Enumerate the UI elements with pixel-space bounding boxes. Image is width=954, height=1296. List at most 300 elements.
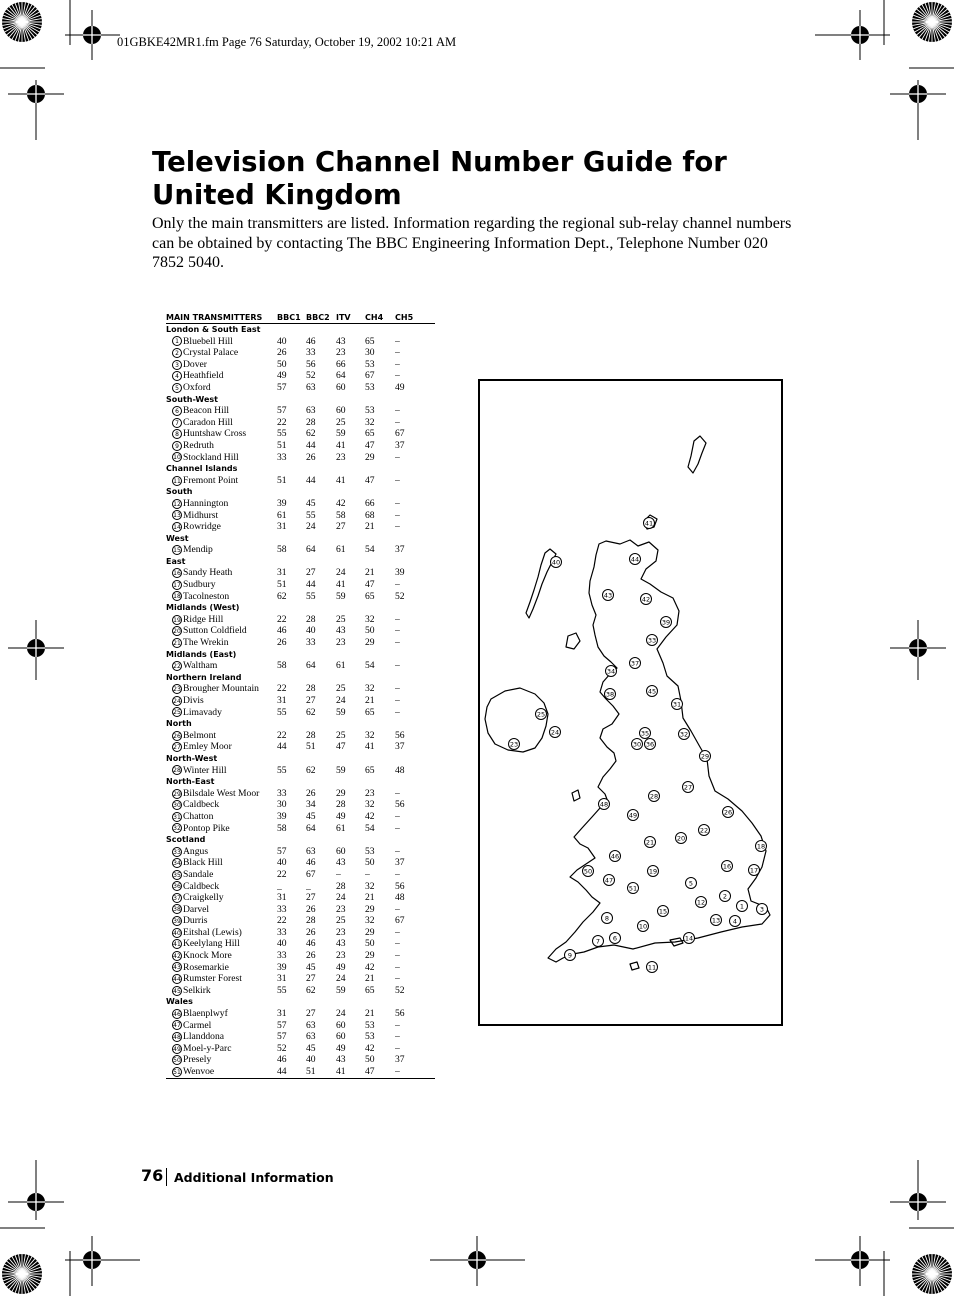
- channel-bbc2-cell: 51: [306, 1066, 336, 1078]
- transmitter-cell: [166, 765, 277, 777]
- map-marker-label: 46: [610, 852, 620, 861]
- header-bbc2: BBC2: [306, 311, 336, 324]
- region-heading: North-West: [166, 753, 218, 763]
- channel-itv-cell: 28: [336, 799, 346, 811]
- channel-bbc1-cell: 22: [277, 683, 287, 695]
- footer-divider: [166, 1168, 167, 1186]
- channel-ch4-cell: 21: [365, 567, 375, 579]
- map-marker: [749, 865, 760, 876]
- channel-bbc2-cell: 27: [306, 973, 316, 985]
- transmitter-name: Moel-y-Parc: [183, 1042, 232, 1054]
- transmitter-name: Tacolneston: [183, 590, 230, 602]
- map-marker-label: 47: [604, 876, 614, 885]
- table-row: [166, 857, 435, 869]
- channel-ch4-cell: 53: [365, 845, 375, 857]
- map-marker-label: 17: [749, 866, 759, 875]
- region-row: [166, 602, 435, 614]
- transmitter-name: Chatton: [183, 810, 214, 822]
- map-marker-label: 20: [676, 834, 686, 843]
- channel-itv-cell: 27: [336, 521, 346, 533]
- channel-bbc1-cell: 33: [277, 903, 287, 915]
- channel-ch4-cell: 42: [365, 810, 375, 822]
- transmitter-name: Divis: [183, 695, 204, 706]
- table-row: [166, 452, 435, 464]
- transmitter-number-badge: 15: [173, 547, 181, 555]
- channel-ch5-cell: –: [395, 787, 400, 799]
- table-row: [166, 579, 435, 591]
- map-marker: [696, 897, 707, 908]
- transmitter-cell: [166, 625, 277, 637]
- transmitter-cell: [166, 799, 277, 811]
- transmitter-name: Selkirk: [183, 984, 211, 996]
- transmitter-cell: [166, 614, 277, 626]
- map-marker: [603, 590, 614, 601]
- map-marker: [683, 782, 694, 793]
- transmitter-cell: [166, 428, 277, 440]
- transmitter-name: Rowridge: [183, 521, 221, 533]
- map-marker-label: 24: [550, 728, 560, 737]
- map-marker: [711, 915, 722, 926]
- map-marker-label: 37: [630, 659, 640, 668]
- table-row: [166, 591, 435, 603]
- map-marker: [632, 739, 643, 750]
- transmitter-number-badge: 2: [172, 348, 182, 358]
- channel-ch5-cell: –: [395, 695, 400, 706]
- channel-itv-cell: 24: [336, 892, 346, 904]
- transmitter-number-badge: 10: [173, 454, 181, 462]
- channel-bbc1-cell: 31: [277, 567, 287, 579]
- channel-itv-cell: 59: [336, 706, 346, 718]
- transmitter-number-badge: 8: [172, 429, 182, 439]
- channel-ch4-cell: 68: [365, 509, 375, 521]
- map-marker-label: 2: [722, 892, 728, 901]
- channel-ch4-cell: 65: [365, 706, 375, 718]
- channel-bbc1-cell: 31: [277, 695, 287, 706]
- map-marker: [730, 916, 741, 927]
- channel-bbc2-cell: 34: [306, 799, 316, 811]
- header-itv: ITV: [336, 311, 365, 324]
- transmitter-number-badge: 6: [172, 406, 182, 416]
- transmitter-name: Durris: [183, 915, 208, 927]
- region-heading: London & South East: [166, 325, 261, 334]
- channel-ch5-cell: –: [395, 347, 400, 359]
- channel-ch5-cell: –: [395, 451, 400, 463]
- map-marker-label: 45: [647, 687, 657, 696]
- transmitter-number-badge: 49: [173, 1045, 181, 1053]
- transmitter-cell: [166, 475, 277, 487]
- table-row: [166, 927, 435, 939]
- transmitter-number-badge: 1: [172, 336, 182, 346]
- transmitter-name: Caradon Hill: [183, 416, 233, 428]
- transmitter-cell: [166, 904, 277, 916]
- channel-ch4-cell: 53: [365, 1031, 375, 1043]
- channel-bbc2-cell: 64: [306, 544, 316, 556]
- transmitter-number-badge: 14: [173, 523, 181, 531]
- table-row: [166, 823, 435, 835]
- channel-ch4-cell: 29: [365, 903, 375, 915]
- transmitter-number-badge: 31: [173, 813, 181, 821]
- channel-bbc1-cell: 50: [277, 358, 287, 370]
- channel-ch4-cell: 50: [365, 857, 375, 869]
- transmitter-cell: [166, 962, 277, 974]
- map-marker-label: 41: [644, 519, 654, 528]
- channel-ch5-cell: –: [395, 938, 400, 950]
- map-marker: [647, 962, 658, 973]
- transmitter-name: Stockland Hill: [183, 451, 239, 463]
- transmitter-name: Black Hill: [183, 857, 223, 869]
- channel-ch5-cell: –: [395, 370, 400, 382]
- transmitter-name: Brougher Mountain: [183, 683, 259, 695]
- transmitter-cell: [166, 521, 277, 533]
- channel-ch4-cell: 66: [365, 497, 375, 509]
- transmitter-name: Bilsdale West Moor: [183, 787, 260, 799]
- transmitter-number-badge: 40: [173, 929, 181, 937]
- transmitter-name: Wenvoe: [183, 1066, 215, 1077]
- transmitter-name: Emley Moor: [183, 741, 232, 753]
- transmitter-cell: [166, 1043, 277, 1055]
- channel-itv-cell: 23: [336, 926, 346, 938]
- channel-bbc1-cell: 39: [277, 810, 287, 822]
- transmitter-name: Sandy Heath: [183, 567, 233, 579]
- table-row: [166, 1031, 435, 1043]
- channel-itv-cell: 25: [336, 683, 346, 695]
- channel-bbc1-cell: 58: [277, 822, 287, 834]
- channel-bbc2-cell: 67: [306, 868, 316, 880]
- channel-itv-cell: 49: [336, 961, 346, 973]
- channel-bbc1-cell: 31: [277, 892, 287, 904]
- transmitter-number-badge: 21: [173, 639, 181, 647]
- starburst-mark: [2, 2, 42, 42]
- channel-bbc2-cell: 56: [306, 358, 316, 370]
- map-marker: [648, 866, 659, 877]
- channel-ch5-cell: –: [395, 660, 400, 672]
- map-marker-label: 40: [551, 558, 561, 567]
- starburst-mark: [2, 1254, 42, 1294]
- transmitter-cell: [166, 417, 277, 429]
- region-heading: Channel Islands: [166, 464, 238, 474]
- channel-bbc2-cell: 26: [306, 926, 316, 938]
- map-marker: [565, 950, 576, 961]
- channel-ch4-cell: 54: [365, 544, 375, 556]
- region-row: [166, 672, 435, 684]
- header-main-transmitters: MAIN TRANSMITTERS: [166, 311, 277, 324]
- map-marker: [699, 825, 710, 836]
- map-marker-label: 42: [641, 595, 651, 604]
- transmitter-cell: [166, 1066, 277, 1078]
- transmitter-name: Keelylang Hill: [183, 938, 240, 950]
- map-marker-label: 9: [567, 951, 573, 960]
- region-heading: Midlands (East): [166, 649, 237, 659]
- transmitter-name: Carmel: [183, 1019, 212, 1031]
- transmitter-cell: [166, 1031, 277, 1043]
- channel-ch4-cell: 53: [365, 405, 375, 417]
- table-row: [166, 544, 435, 556]
- transmitter-name: Hannington: [183, 497, 229, 509]
- channel-bbc2-cell: 33: [306, 347, 316, 359]
- channel-ch5-cell: 67: [395, 428, 405, 440]
- map-marker: [640, 728, 651, 739]
- channel-itv-cell: 59: [336, 984, 346, 996]
- map-marker: [593, 936, 604, 947]
- channel-ch4-cell: 54: [365, 822, 375, 834]
- channel-ch5-cell: –: [395, 706, 400, 718]
- channel-ch4-cell: 67: [365, 370, 375, 382]
- transmitter-cell: [166, 811, 277, 823]
- table-row: [166, 1066, 435, 1078]
- channel-bbc2-cell: 45: [306, 1042, 316, 1054]
- region-row: [166, 776, 435, 788]
- channel-bbc1-cell: 49: [277, 370, 287, 382]
- channel-ch5-cell: –: [395, 625, 400, 637]
- channel-itv-cell: 23: [336, 903, 346, 915]
- channel-ch5-cell: –: [395, 497, 400, 509]
- channel-itv-cell: 24: [336, 567, 346, 579]
- channel-ch5-cell: –: [395, 950, 400, 962]
- table-row: [166, 370, 435, 382]
- table-row: [166, 475, 435, 487]
- table-row: [166, 985, 435, 997]
- channel-bbc1-cell: 40: [277, 857, 287, 869]
- channel-bbc2-cell: 45: [306, 961, 316, 973]
- transmitter-number-badge: 43: [173, 964, 181, 972]
- channel-bbc1-cell: 33: [277, 950, 287, 962]
- channel-ch4-cell: 21: [365, 695, 375, 706]
- region-row: [166, 718, 435, 730]
- transmitter-cell: [166, 683, 277, 695]
- channel-bbc2-cell: 63: [306, 845, 316, 857]
- channel-bbc1-cell: 52: [277, 1042, 287, 1054]
- channel-ch5-cell: –: [395, 521, 400, 533]
- channel-ch5-cell: 48: [395, 764, 405, 776]
- region-heading: Wales: [166, 997, 193, 1007]
- map-marker: [602, 913, 613, 924]
- channel-ch5-cell: –: [395, 1031, 400, 1043]
- channel-ch4-cell: 32: [365, 799, 375, 811]
- channel-bbc1-cell: 46: [277, 1054, 287, 1066]
- channel-ch4-cell: 65: [365, 335, 375, 347]
- transmitter-cell: [166, 660, 277, 672]
- channel-bbc1-cell: 46: [277, 625, 287, 637]
- table-row: [166, 428, 435, 440]
- channel-bbc2-cell: 26: [306, 903, 316, 915]
- transmitter-cell: [166, 452, 277, 464]
- transmitter-name: Llanddona: [183, 1031, 225, 1043]
- transmitter-name: Rumster Forest: [183, 973, 242, 985]
- channel-ch5-cell: 37: [395, 857, 405, 869]
- channel-itv-cell: 59: [336, 428, 346, 440]
- channel-ch5-cell: –: [395, 822, 400, 834]
- channel-bbc1-cell: 58: [277, 660, 287, 672]
- channel-bbc2-cell: 63: [306, 1031, 316, 1043]
- transmitter-cell: [166, 857, 277, 869]
- channel-itv-cell: 60: [336, 381, 346, 393]
- channel-bbc1-cell: 57: [277, 1019, 287, 1031]
- map-marker: [536, 709, 547, 720]
- transmitter-name: Blaenplwyf: [183, 1008, 228, 1020]
- transmitter-name: Craigkelly: [183, 892, 224, 904]
- table-row: [166, 510, 435, 522]
- channel-itv-cell: 61: [336, 544, 346, 556]
- map-marker-label: 27: [683, 783, 693, 792]
- map-marker-label: 7: [595, 937, 601, 946]
- channel-itv-cell: 60: [336, 845, 346, 857]
- transmitter-number-badge: 19: [173, 616, 181, 624]
- channel-bbc1-cell: 26: [277, 347, 287, 359]
- transmitter-name: Beacon Hill: [183, 405, 230, 417]
- transmitter-number-badge: 33: [173, 848, 181, 856]
- transmitter-name: Presely: [183, 1054, 212, 1066]
- map-marker: [700, 751, 711, 762]
- transmitter-number-badge: 5: [172, 383, 182, 393]
- transmitter-cell: [166, 695, 277, 707]
- channel-bbc1-cell: 31: [277, 1008, 287, 1020]
- map-marker: [550, 727, 561, 738]
- transmitter-number-badge: 42: [173, 952, 181, 960]
- table-header-row: [166, 311, 435, 324]
- channel-bbc1-cell: 31: [277, 521, 287, 533]
- print-header: 01GBKE42MR1.fm Page 76 Saturday, October 19, 2002 10:21 AM: [117, 35, 457, 49]
- map-marker-label: 3: [759, 905, 765, 914]
- channel-itv-cell: 24: [336, 973, 346, 985]
- channel-bbc2-cell: 62: [306, 706, 316, 718]
- jersey-outline: [630, 962, 639, 970]
- channel-bbc2-cell: 64: [306, 660, 316, 672]
- map-marker-label: 33: [647, 636, 657, 645]
- channel-ch5-cell: –: [395, 868, 400, 880]
- map-marker-label: 6: [612, 934, 618, 943]
- map-marker: [610, 851, 621, 862]
- region-heading: Northern Ireland: [166, 672, 242, 682]
- channel-ch4-cell: 42: [365, 1042, 375, 1054]
- map-marker-label: 16: [722, 862, 732, 871]
- map-marker-label: 18: [756, 842, 766, 851]
- uk-transmitter-map: [478, 379, 783, 1026]
- map-marker-label: 50: [583, 867, 593, 876]
- transmitter-number-badge: 29: [173, 790, 181, 798]
- transmitter-cell: [166, 985, 277, 997]
- channel-bbc1-cell: 62: [277, 590, 287, 602]
- map-marker: [628, 883, 639, 894]
- channel-itv-cell: 60: [336, 1019, 346, 1031]
- table-row: [166, 892, 435, 904]
- channel-bbc2-cell: 63: [306, 381, 316, 393]
- channel-bbc1-cell: 22: [277, 915, 287, 927]
- channel-itv-cell: 23: [336, 637, 346, 649]
- transmitter-number-badge: 46: [173, 1010, 181, 1018]
- channel-bbc2-cell: 52: [306, 370, 316, 382]
- channel-ch4-cell: 65: [365, 428, 375, 440]
- map-marker-label: 36: [645, 740, 655, 749]
- map-marker: [610, 933, 621, 944]
- channel-bbc1-cell: 22: [277, 868, 287, 880]
- map-marker-label: 19: [648, 867, 658, 876]
- transmitter-name: Dover: [183, 358, 207, 370]
- channel-ch5-cell: –: [395, 1066, 435, 1078]
- transmitter-name: Bluebell Hill: [183, 335, 233, 347]
- channel-ch5-cell: –: [395, 335, 400, 347]
- channel-bbc1-cell: 57: [277, 845, 287, 857]
- transmitter-number-badge: 11: [173, 477, 181, 485]
- transmitter-name: Belmont: [183, 729, 217, 741]
- region-row: [166, 556, 435, 568]
- table-row: [166, 1054, 435, 1066]
- map-marker: [672, 699, 683, 710]
- transmitter-cell: [166, 567, 277, 579]
- transmitter-name: Rosemarkie: [183, 961, 229, 973]
- map-marker: [757, 904, 768, 915]
- channel-bbc1-cell: _: [277, 880, 282, 892]
- channel-bbc1-cell: 55: [277, 428, 287, 440]
- table-row: [166, 869, 435, 881]
- transmitter-cell: [166, 869, 277, 881]
- table-row: [166, 881, 435, 893]
- map-marker: [645, 837, 656, 848]
- transmitter-number-badge: 7: [172, 418, 182, 428]
- starburst-mark: [912, 1254, 952, 1294]
- channel-ch5-cell: 56: [395, 729, 405, 741]
- channel-ch5-cell: 49: [395, 381, 405, 393]
- channel-itv-cell: 58: [336, 509, 346, 521]
- map-marker-label: 8: [604, 914, 610, 923]
- map-marker-label: 51: [628, 884, 638, 893]
- region-row: [166, 834, 435, 846]
- transmitter-number-badge: 28: [173, 767, 181, 775]
- channel-ch4-cell: 23: [365, 787, 375, 799]
- transmitter-cell: [166, 440, 277, 452]
- channel-ch5-cell: 52: [395, 590, 405, 602]
- transmitter-name: Heathfield: [183, 370, 224, 382]
- transmitter-number-badge: 38: [173, 906, 181, 914]
- transmitter-cell: [166, 881, 277, 893]
- footer-section-title: Additional Information: [174, 1170, 334, 1185]
- table-row: [166, 846, 435, 858]
- channel-ch5-cell: –: [395, 1019, 400, 1031]
- channel-itv-cell: 59: [336, 764, 346, 776]
- map-marker: [583, 866, 594, 877]
- region-heading: North: [166, 719, 192, 729]
- channel-ch5-cell: 56: [395, 799, 405, 811]
- channel-bbc2-cell: 44: [306, 474, 316, 486]
- channel-itv-cell: 25: [336, 729, 346, 741]
- channel-ch5-cell: –: [395, 509, 400, 521]
- header-ch5: CH5: [395, 311, 435, 324]
- shetland-outline: [688, 436, 706, 473]
- channel-itv-cell: 23: [336, 347, 346, 359]
- channel-itv-cell: 43: [336, 335, 346, 347]
- channel-itv-cell: 41: [336, 439, 346, 451]
- channel-ch5-cell: 48: [395, 892, 405, 904]
- channel-itv-cell: 59: [336, 590, 346, 602]
- map-marker: [676, 833, 687, 844]
- transmitter-name: Midhurst: [183, 509, 219, 521]
- region-row: [166, 463, 435, 475]
- transmitter-cell: [166, 823, 277, 835]
- map-marker-label: 44: [630, 555, 640, 564]
- channel-bbc2-cell: 44: [306, 579, 316, 591]
- table-row: [166, 567, 435, 579]
- channel-bbc1-cell: 57: [277, 405, 287, 417]
- transmitter-number-badge: 44: [173, 976, 181, 984]
- transmitter-name: Angus: [183, 845, 209, 857]
- channel-ch4-cell: 21: [365, 892, 375, 904]
- channel-bbc2-cell: 28: [306, 729, 316, 741]
- transmitter-cell: [166, 405, 277, 417]
- channel-ch5-cell: –: [395, 1042, 400, 1054]
- region-heading: North-East: [166, 777, 215, 787]
- channel-itv-cell: 43: [336, 938, 346, 950]
- map-marker-label: 39: [661, 618, 671, 627]
- region-heading: West: [166, 533, 189, 543]
